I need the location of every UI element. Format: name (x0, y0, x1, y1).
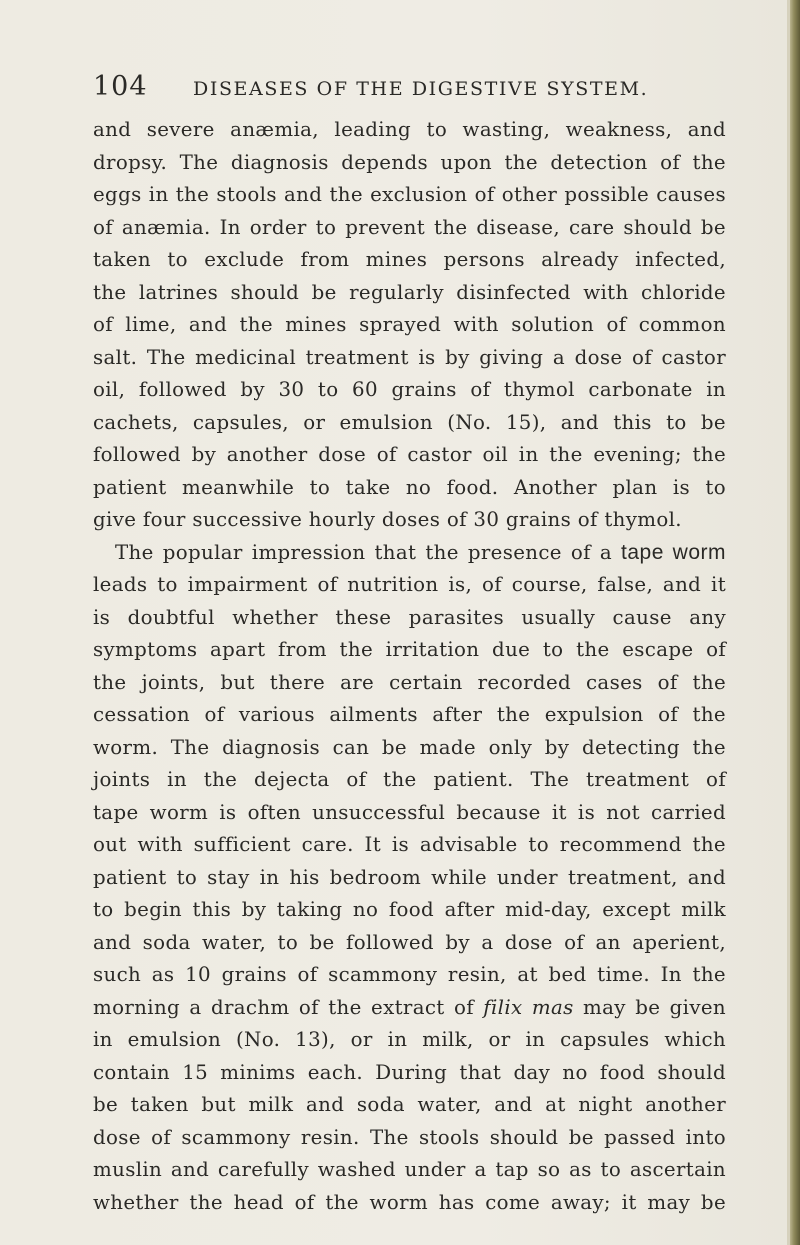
text-line: muslin and carefully washed under a tap so as to ascertain (93, 1158, 726, 1181)
tape-worm-heading: tape worm (621, 540, 726, 564)
text-line: of anæmia. In order to prevent the disease, care should be (93, 215, 726, 239)
text-line: such as 10 grains of scammony resin, at bed time. In the (93, 963, 726, 986)
text-line: be taken but milk and soda water, and at night another (93, 1093, 726, 1116)
text-line: cessation of various ailments after the expulsion of the (93, 703, 726, 726)
text-line: give four successive hourly doses of 30 grains of thymol. (93, 508, 682, 531)
text-line: whether the head of the worm has come away; it may be (93, 1190, 726, 1214)
text-segment: The popular impression that the presence of a (115, 540, 612, 564)
running-title: DISEASES OF THE DIGESTIVE SYSTEM. (193, 78, 649, 100)
paragraph-start-line (93, 537, 726, 570)
text-line: patient meanwhile to take no food. Another plan is to (93, 475, 726, 499)
text-line: leads to impairment of nutrition is, of course, false, and it (93, 573, 726, 596)
text-line: followed by another dose of castor oil in the evening; the (93, 443, 726, 466)
text-line: eggs in the stools and the exclusion of other possible causes (93, 183, 726, 206)
text-line: patient to stay in his bedroom while under treatment, and (93, 865, 726, 889)
text-line: oil, followed by 30 to 60 grains of thymol carbonate in (93, 378, 726, 401)
text-line: the joints, but there are certain recorded cases of the (93, 670, 726, 694)
text-line: the latrines should be regularly disinfected with chloride (93, 280, 726, 304)
text-line: joints in the dejecta of the patient. The treatment of (93, 768, 726, 791)
text-line: of lime, and the mines sprayed with solution of common (93, 313, 726, 336)
text-line: cachets, capsules, or emulsion (No. 15), and this to be (93, 410, 726, 434)
text-line: worm. The diagnosis can be made only by detecting the (93, 735, 726, 759)
text-line: and severe anæmia, leading to wasting, weakness, and (93, 118, 726, 141)
text-segment: may be given (583, 995, 726, 1019)
text-line: tape worm is often unsuccessful because it is not carried (93, 800, 726, 824)
book-spine (790, 0, 800, 1245)
text-line: in emulsion (No. 13), or in milk, or in capsules which (93, 1028, 726, 1051)
text-line: to begin this by taking no food after mid-day, except milk (93, 898, 726, 921)
latin-term: filix mas (483, 995, 574, 1019)
text-line: is doubtful whether these parasites usually cause any (93, 605, 726, 629)
page-number: 104 (93, 71, 148, 102)
body-text (93, 114, 726, 1219)
text-line: dose of scammony resin. The stools should be passed into (93, 1125, 726, 1149)
page-header (93, 70, 733, 110)
text-line: symptoms apart from the irritation due to the escape of (93, 638, 726, 661)
text-line-with-italic (93, 992, 726, 1025)
text-line: out with sufficient care. It is advisable to recommend the (93, 833, 726, 856)
text-line: and soda water, to be followed by a dose of an aperient, (93, 930, 726, 954)
text-line: contain 15 minims each. During that day no food should (93, 1060, 726, 1084)
text-segment: morning a drachm of the extract of (93, 995, 474, 1019)
text-line: salt. The medicinal treatment is by giving a dose of castor (93, 345, 726, 369)
text-line: taken to exclude from mines persons already infected, (93, 248, 726, 271)
text-line: dropsy. The diagnosis depends upon the detection of the (93, 150, 726, 174)
